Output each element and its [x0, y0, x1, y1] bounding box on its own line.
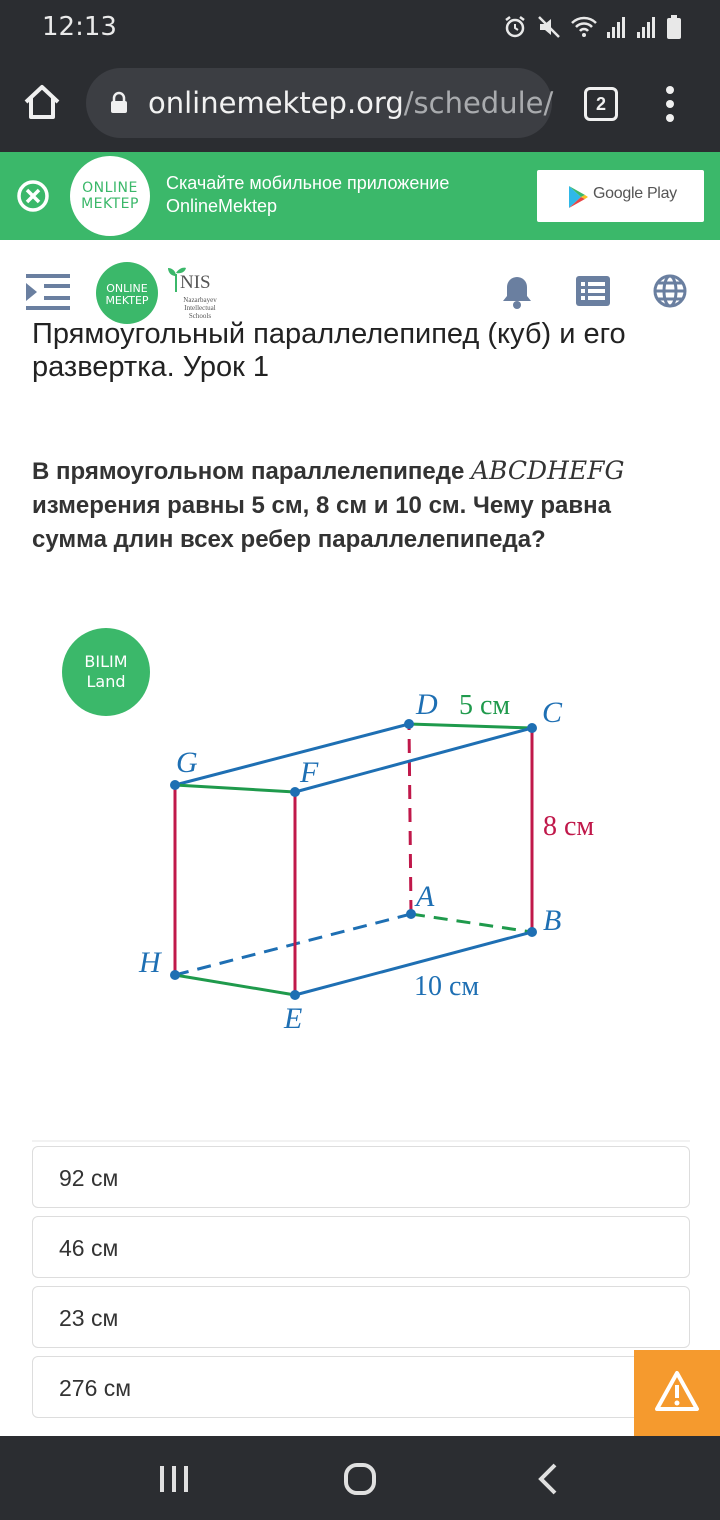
status-icons [502, 14, 682, 40]
banner-text-line1: Скачайте мобильное приложение [166, 173, 450, 193]
nis-logo [162, 264, 222, 324]
nis-caption-2: Intellectual [184, 304, 216, 312]
battery-icon [666, 14, 682, 40]
edge-DC [409, 724, 532, 728]
home-icon[interactable] [22, 82, 62, 122]
globe-icon[interactable] [652, 273, 688, 309]
vertex-D [404, 719, 414, 729]
vertex-A [406, 909, 416, 919]
banner-logo-line2: MEKTEP [81, 196, 139, 212]
label-G: G [176, 746, 198, 779]
nis-caption-3: Schools [188, 312, 212, 320]
url-text [148, 86, 553, 120]
nis-logo-text: NIS [180, 272, 211, 293]
edge-FC [295, 728, 532, 792]
answer-option-label: 276 см [59, 1375, 132, 1401]
nis-caption-1: Nazarbayev [183, 296, 217, 304]
status-bar [0, 0, 720, 56]
vertex-H [170, 970, 180, 980]
question-text-before: В прямоугольном параллелепипеде [32, 458, 465, 485]
answer-option-4[interactable] [32, 1356, 690, 1418]
recent-apps-icon[interactable] [158, 1464, 190, 1494]
bell-icon[interactable] [500, 274, 534, 310]
banner-text [166, 172, 449, 218]
vertex-E [290, 990, 300, 1000]
address-bar[interactable] [86, 68, 552, 138]
label-E: E [284, 1002, 303, 1035]
url-domain: onlinemektep.org [148, 86, 404, 120]
status-time: 12:13 [42, 12, 117, 42]
dim-top-label: 5 см [459, 690, 511, 721]
site-logo-line1: ONLINE [106, 282, 148, 295]
site-logo-line2: MEKTEP [105, 294, 149, 307]
label-B: B [543, 904, 562, 937]
answer-option-label: 92 см [59, 1165, 119, 1191]
parallelepiped-figure [0, 680, 720, 1040]
answer-option-3[interactable] [32, 1286, 690, 1348]
question-math: ABCDHEFG [470, 456, 625, 485]
tab-switcher-button[interactable]: 2 [584, 87, 618, 121]
vertex-F [290, 787, 300, 797]
label-D: D [416, 688, 438, 721]
answer-option-2[interactable] [32, 1216, 690, 1278]
close-banner-icon[interactable] [16, 179, 50, 213]
edge-AD [409, 724, 411, 914]
google-play-icon [567, 185, 589, 209]
answers-divider [32, 1140, 690, 1142]
banner-text-line2: OnlineMektep [166, 196, 278, 216]
vertex-B [527, 927, 537, 937]
browser-toolbar [0, 56, 720, 152]
label-F: F [300, 756, 319, 789]
nav-home-icon[interactable] [343, 1462, 377, 1496]
signal-icon [606, 14, 628, 40]
app-download-banner [0, 152, 720, 240]
edge-GF [175, 785, 295, 792]
lesson-content [0, 318, 720, 1436]
label-C: C [542, 696, 563, 729]
google-play-button[interactable] [537, 170, 704, 222]
edge-HA [175, 914, 411, 975]
schedule-list-icon[interactable] [576, 276, 610, 306]
label-H: H [139, 946, 161, 979]
answer-option-label: 46 см [59, 1235, 119, 1261]
nis-caption [170, 296, 230, 320]
url-path: /schedule/ [403, 86, 554, 120]
banner-logo [70, 156, 150, 236]
warning-icon [654, 1370, 700, 1412]
edge-GD [175, 724, 409, 785]
mute-icon [536, 14, 562, 40]
label-A: A [416, 880, 435, 913]
question-text-after: измерения равны 5 см, 8 см и 10 см. Чему равна сумма длин всех ребер параллелепипеда? [32, 492, 611, 553]
dim-bottom-label: 10 см [414, 971, 480, 1002]
signal-icon-2 [636, 14, 658, 40]
answer-option-label: 23 см [59, 1305, 119, 1331]
alarm-icon [502, 14, 528, 40]
lesson-title: Прямоугольный параллелепипед (куб) и его развертка. Урок 1 [32, 318, 626, 383]
vertex-G [170, 780, 180, 790]
banner-logo-line1: ONLINE [82, 180, 138, 196]
question-text [32, 454, 672, 557]
edge-AB [411, 914, 532, 932]
bilimland-badge-line1: BILIM [84, 652, 128, 671]
lock-icon [110, 92, 128, 114]
google-play-label: Google Play [593, 185, 677, 202]
answer-option-1[interactable] [32, 1146, 690, 1208]
back-icon[interactable] [536, 1462, 560, 1496]
report-error-button[interactable] [634, 1350, 720, 1436]
site-logo[interactable] [96, 262, 158, 324]
answer-options [32, 1146, 690, 1426]
wifi-icon [570, 14, 598, 40]
edge-HE [175, 975, 295, 995]
system-nav-bar [0, 1436, 720, 1520]
more-vert-icon[interactable] [660, 84, 680, 124]
menu-toggle-icon[interactable] [26, 272, 70, 312]
vertex-C [527, 723, 537, 733]
bilimland-badge-line2: Land [86, 672, 126, 691]
dim-side-label: 8 см [543, 811, 595, 842]
